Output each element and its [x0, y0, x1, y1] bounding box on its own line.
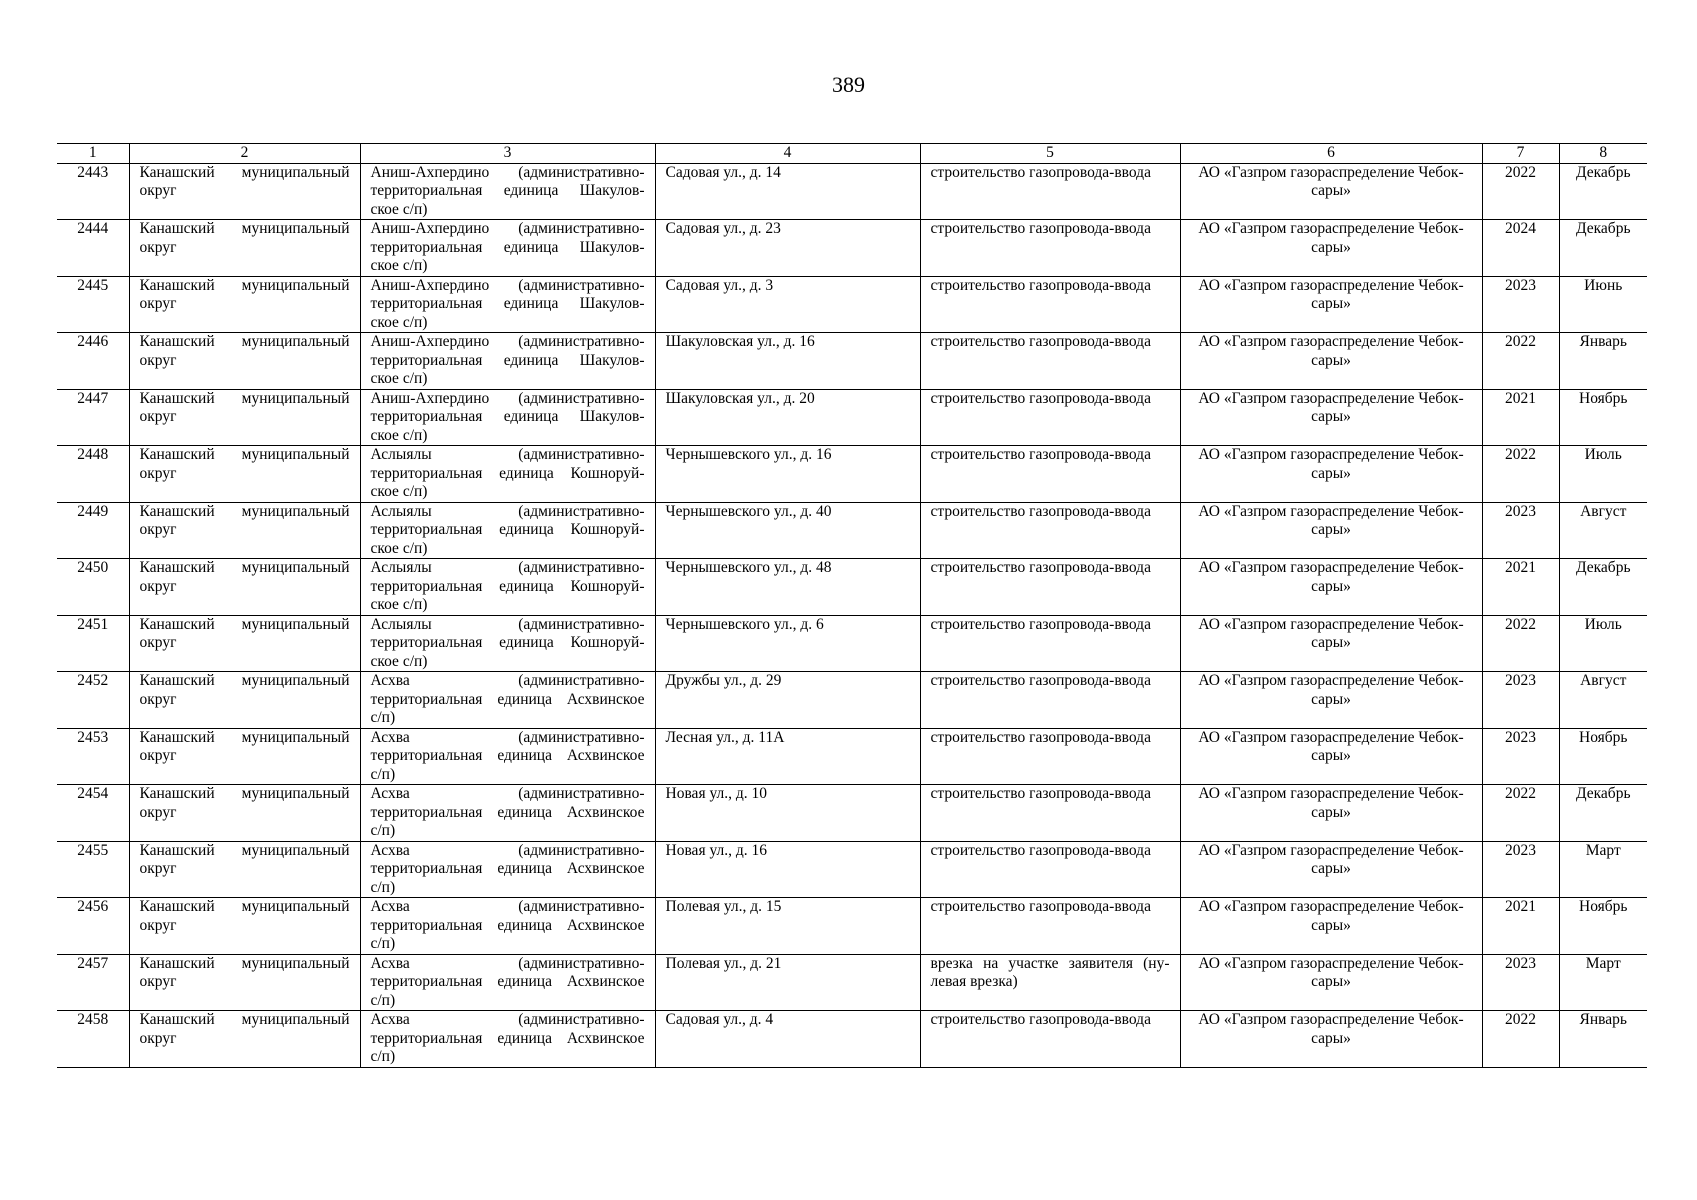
- cell-line: округ: [139, 860, 177, 877]
- cell-year: 2023: [1482, 841, 1559, 898]
- cell-line: строительство газопровода-ввода: [930, 898, 1151, 915]
- cell-month: Ноябрь: [1559, 389, 1647, 446]
- cell-line: округ: [139, 690, 177, 708]
- cell-line: с/п): [370, 991, 396, 1009]
- cell-year: 2023: [1482, 672, 1559, 729]
- cell-line: Аслыялы (административно-: [370, 446, 645, 463]
- cell-line: Канашский муниципальный: [139, 954, 350, 972]
- table-row: [57, 389, 1647, 446]
- table-row: [57, 841, 1647, 898]
- cell-address: Полевая ул., д. 21: [655, 954, 920, 1011]
- cell-line: Аслыялы (административно-: [370, 502, 645, 520]
- cell-line: сары»: [1311, 973, 1351, 990]
- cell-line: округ: [139, 803, 177, 821]
- cell-address: Полевая ул., д. 15: [655, 898, 920, 955]
- cell-line: территориальная единица Кошноруй-: [370, 634, 645, 651]
- cell-month: Январь: [1559, 1011, 1647, 1068]
- cell-line: строительство газопровода-ввода: [930, 333, 1151, 350]
- cell-organization: [1180, 841, 1482, 898]
- cell-month: Декабрь: [1559, 220, 1647, 277]
- cell-number: 2450: [57, 559, 129, 616]
- cell-district: [129, 785, 360, 842]
- cell-line: Аниш-Ахпердино (административно-: [370, 163, 645, 181]
- cell-settlement: [360, 898, 655, 955]
- cell-settlement: [360, 672, 655, 729]
- cell-line: территориальная единица Асхвинское: [370, 973, 645, 990]
- cell-organization: [1180, 333, 1482, 390]
- cell-line: Канашский муниципальный: [139, 841, 350, 859]
- cell-line: сары»: [1311, 238, 1351, 256]
- cell-district: [129, 220, 360, 277]
- cell-line: с/п): [370, 1048, 396, 1065]
- cell-work-type: [920, 163, 1180, 220]
- cell-number: 2445: [57, 276, 129, 333]
- cell-line: АО «Газпром газораспределение Чебок-: [1198, 559, 1464, 576]
- cell-settlement: [360, 502, 655, 559]
- cell-line: Асхва (административно-: [370, 672, 645, 689]
- cell-line: территориальная единица Асхвинское: [370, 803, 645, 821]
- cell-settlement: [360, 615, 655, 672]
- cell-work-type: [920, 728, 1180, 785]
- cell-year: 2023: [1482, 728, 1559, 785]
- cell-line: сары»: [1311, 916, 1351, 934]
- cell-settlement: [360, 841, 655, 898]
- cell-line: АО «Газпром газораспределение Чебок-: [1198, 220, 1464, 237]
- cell-organization: [1180, 220, 1482, 277]
- cell-line: сары»: [1311, 295, 1351, 312]
- cell-work-type: [920, 389, 1180, 446]
- cell-year: 2021: [1482, 389, 1559, 446]
- cell-work-type: [920, 954, 1180, 1011]
- cell-line: территориальная единица Кошноруй-: [370, 577, 645, 595]
- cell-number: 2447: [57, 389, 129, 446]
- cell-address: Дружбы ул., д. 29: [655, 672, 920, 729]
- cell-line: АО «Газпром газораспределение Чебок-: [1198, 276, 1464, 294]
- cell-line: округ: [139, 577, 177, 595]
- cell-line: сары»: [1311, 464, 1351, 482]
- cell-line: строительство газопровода-ввода: [930, 1011, 1151, 1028]
- cell-line: территориальная единица Асхвинское: [370, 747, 645, 764]
- cell-line: ское с/п): [370, 426, 428, 444]
- cell-line: сары»: [1311, 408, 1351, 425]
- cell-line: АО «Газпром газораспределение Чебок-: [1198, 502, 1464, 520]
- cell-number: 2453: [57, 728, 129, 785]
- cell-line: Канашский муниципальный: [139, 276, 350, 294]
- cell-address: Новая ул., д. 16: [655, 841, 920, 898]
- cell-number: 2455: [57, 841, 129, 898]
- cell-line: округ: [139, 238, 177, 256]
- cell-organization: [1180, 559, 1482, 616]
- cell-line: врезка на участке заявителя (ну-: [930, 954, 1170, 972]
- cell-number: 2456: [57, 898, 129, 955]
- cell-organization: [1180, 389, 1482, 446]
- cell-address: Новая ул., д. 10: [655, 785, 920, 842]
- column-number: 1: [57, 144, 129, 164]
- column-number-row: [57, 144, 1647, 164]
- cell-year: 2022: [1482, 333, 1559, 390]
- cell-line: Аниш-Ахпердино (административно-: [370, 389, 645, 407]
- cell-district: [129, 841, 360, 898]
- cell-address: Садовая ул., д. 3: [655, 276, 920, 333]
- cell-line: Канашский муниципальный: [139, 502, 350, 520]
- cell-settlement: [360, 333, 655, 390]
- cell-line: Аслыялы (административно-: [370, 615, 645, 633]
- cell-work-type: [920, 333, 1180, 390]
- cell-line: Асхва (административно-: [370, 898, 645, 915]
- cell-line: Канашский муниципальный: [139, 163, 350, 181]
- cell-year: 2022: [1482, 446, 1559, 503]
- cell-work-type: [920, 220, 1180, 277]
- cell-district: [129, 163, 360, 220]
- cell-line: Канашский муниципальный: [139, 672, 350, 689]
- cell-line: с/п): [370, 935, 396, 952]
- cell-line: округ: [139, 182, 177, 199]
- cell-line: строительство газопровода-ввода: [930, 672, 1151, 689]
- table-row: [57, 1011, 1647, 1068]
- cell-line: строительство газопровода-ввода: [930, 785, 1151, 802]
- cell-organization: [1180, 1011, 1482, 1068]
- cell-line: Канашский муниципальный: [139, 389, 350, 407]
- cell-month: Ноябрь: [1559, 728, 1647, 785]
- cell-year: 2023: [1482, 502, 1559, 559]
- table-row: [57, 276, 1647, 333]
- cell-line: АО «Газпром газораспределение Чебок-: [1198, 785, 1464, 802]
- table-row: [57, 898, 1647, 955]
- cell-line: Канашский муниципальный: [139, 615, 350, 633]
- cell-line: сары»: [1311, 690, 1351, 708]
- cell-line: с/п): [370, 878, 396, 896]
- column-number: 2: [129, 144, 360, 164]
- cell-organization: [1180, 728, 1482, 785]
- cell-line: Канашский муниципальный: [139, 728, 350, 746]
- cell-settlement: [360, 785, 655, 842]
- cell-line: АО «Газпром газораспределение Чебок-: [1198, 163, 1464, 181]
- cell-address: Шакуловская ул., д. 20: [655, 389, 920, 446]
- cell-settlement: [360, 389, 655, 446]
- cell-year: 2022: [1482, 785, 1559, 842]
- cell-district: [129, 728, 360, 785]
- cell-year: 2021: [1482, 898, 1559, 955]
- cell-number: 2446: [57, 333, 129, 390]
- cell-year: 2022: [1482, 1011, 1559, 1068]
- cell-line: ское с/п): [370, 539, 428, 557]
- cell-line: округ: [139, 916, 177, 934]
- cell-line: строительство газопровода-ввода: [930, 728, 1151, 746]
- cell-month: Март: [1559, 954, 1647, 1011]
- cell-line: АО «Газпром газораспределение Чебок-: [1198, 728, 1464, 746]
- cell-line: Аниш-Ахпердино (административно-: [370, 220, 645, 237]
- cell-settlement: [360, 954, 655, 1011]
- table-row: [57, 333, 1647, 390]
- cell-line: сары»: [1311, 747, 1351, 764]
- cell-line: ское с/п): [370, 483, 428, 500]
- cell-line: округ: [139, 464, 177, 482]
- cell-number: 2449: [57, 502, 129, 559]
- cell-line: с/п): [370, 709, 396, 726]
- cell-district: [129, 559, 360, 616]
- cell-line: АО «Газпром газораспределение Чебок-: [1198, 1011, 1464, 1028]
- cell-line: АО «Газпром газораспределение Чебок-: [1198, 954, 1464, 972]
- cell-address: Чернышевского ул., д. 40: [655, 502, 920, 559]
- cell-district: [129, 389, 360, 446]
- cell-address: Чернышевского ул., д. 16: [655, 446, 920, 503]
- cell-line: Асхва (административно-: [370, 841, 645, 859]
- cell-line: АО «Газпром газораспределение Чебок-: [1198, 615, 1464, 633]
- cell-year: 2023: [1482, 954, 1559, 1011]
- cell-line: АО «Газпром газораспределение Чебок-: [1198, 389, 1464, 407]
- cell-number: 2457: [57, 954, 129, 1011]
- cell-line: ское с/п): [370, 652, 428, 670]
- table-row: [57, 502, 1647, 559]
- table-row: [57, 446, 1647, 503]
- cell-line: территориальная единица Асхвинское: [370, 1029, 645, 1047]
- cell-address: Чернышевского ул., д. 48: [655, 559, 920, 616]
- table-body: [57, 163, 1647, 1067]
- cell-line: АО «Газпром газораспределение Чебок-: [1198, 333, 1464, 350]
- table-row: [57, 672, 1647, 729]
- cell-line: строительство газопровода-ввода: [930, 615, 1151, 633]
- cell-line: территориальная единица Шакулов-: [370, 182, 645, 199]
- cell-settlement: [360, 559, 655, 616]
- cell-line: Канашский муниципальный: [139, 333, 350, 350]
- cell-address: Садовая ул., д. 23: [655, 220, 920, 277]
- cell-line: ское с/п): [370, 200, 428, 218]
- cell-organization: [1180, 615, 1482, 672]
- cell-line: округ: [139, 351, 177, 369]
- cell-line: территориальная единица Кошноруй-: [370, 521, 645, 538]
- cell-district: [129, 1011, 360, 1068]
- cell-line: территориальная единица Шакулов-: [370, 238, 645, 256]
- cell-line: Канашский муниципальный: [139, 1011, 350, 1028]
- cell-line: строительство газопровода-ввода: [930, 446, 1151, 463]
- cell-line: округ: [139, 521, 177, 538]
- cell-month: Декабрь: [1559, 163, 1647, 220]
- cell-line: сары»: [1311, 182, 1351, 199]
- cell-work-type: [920, 446, 1180, 503]
- cell-year: 2024: [1482, 220, 1559, 277]
- cell-month: Март: [1559, 841, 1647, 898]
- cell-district: [129, 502, 360, 559]
- cell-month: Август: [1559, 672, 1647, 729]
- cell-settlement: [360, 728, 655, 785]
- cell-district: [129, 276, 360, 333]
- cell-line: сары»: [1311, 351, 1351, 369]
- cell-month: Ноябрь: [1559, 898, 1647, 955]
- cell-work-type: [920, 502, 1180, 559]
- cell-district: [129, 954, 360, 1011]
- table-row: [57, 728, 1647, 785]
- column-number: 4: [655, 144, 920, 164]
- cell-line: Аслыялы (административно-: [370, 559, 645, 576]
- cell-year: 2022: [1482, 615, 1559, 672]
- cell-line: округ: [139, 747, 177, 764]
- cell-year: 2023: [1482, 276, 1559, 333]
- cell-work-type: [920, 672, 1180, 729]
- cell-settlement: [360, 1011, 655, 1068]
- cell-line: территориальная единица Асхвинское: [370, 860, 645, 877]
- cell-line: округ: [139, 408, 177, 425]
- cell-settlement: [360, 220, 655, 277]
- column-number: 7: [1482, 144, 1559, 164]
- cell-organization: [1180, 898, 1482, 955]
- cell-organization: [1180, 954, 1482, 1011]
- cell-month: Декабрь: [1559, 785, 1647, 842]
- cell-line: АО «Газпром газораспределение Чебок-: [1198, 841, 1464, 859]
- cell-address: Садовая ул., д. 4: [655, 1011, 920, 1068]
- cell-address: Шакуловская ул., д. 16: [655, 333, 920, 390]
- cell-line: Канашский муниципальный: [139, 220, 350, 237]
- cell-work-type: [920, 276, 1180, 333]
- cell-line: ское с/п): [370, 596, 428, 613]
- cell-month: Июнь: [1559, 276, 1647, 333]
- cell-work-type: [920, 1011, 1180, 1068]
- cell-line: строительство газопровода-ввода: [930, 276, 1151, 294]
- cell-district: [129, 898, 360, 955]
- cell-district: [129, 615, 360, 672]
- cell-line: строительство газопровода-ввода: [930, 559, 1151, 576]
- cell-organization: [1180, 672, 1482, 729]
- cell-month: Июль: [1559, 446, 1647, 503]
- table-row: [57, 559, 1647, 616]
- cell-number: 2444: [57, 220, 129, 277]
- cell-line: округ: [139, 973, 177, 990]
- cell-line: Асхва (административно-: [370, 728, 645, 746]
- cell-line: строительство газопровода-ввода: [930, 389, 1151, 407]
- cell-line: ское с/п): [370, 313, 428, 331]
- cell-line: Аниш-Ахпердино (административно-: [370, 276, 645, 294]
- column-number: 3: [360, 144, 655, 164]
- cell-line: Аниш-Ахпердино (административно-: [370, 333, 645, 350]
- cell-line: Асхва (административно-: [370, 785, 645, 802]
- cell-line: территориальная единица Шакулов-: [370, 295, 645, 312]
- cell-line: левая врезка): [930, 973, 1018, 990]
- cell-number: 2451: [57, 615, 129, 672]
- cell-settlement: [360, 276, 655, 333]
- page-number: 389: [832, 72, 865, 97]
- cell-line: Асхва (административно-: [370, 1011, 645, 1028]
- cell-line: территориальная единица Кошноруй-: [370, 464, 645, 482]
- cell-work-type: [920, 615, 1180, 672]
- cell-line: с/п): [370, 765, 396, 783]
- cell-district: [129, 333, 360, 390]
- cell-organization: [1180, 502, 1482, 559]
- cell-line: округ: [139, 1029, 177, 1047]
- table-row: [57, 163, 1647, 220]
- cell-organization: [1180, 446, 1482, 503]
- cell-address: Лесная ул., д. 11А: [655, 728, 920, 785]
- cell-address: Чернышевского ул., д. 6: [655, 615, 920, 672]
- column-number: 6: [1180, 144, 1482, 164]
- cell-line: АО «Газпром газораспределение Чебок-: [1198, 672, 1464, 689]
- cell-work-type: [920, 785, 1180, 842]
- cell-organization: [1180, 163, 1482, 220]
- cell-line: строительство газопровода-ввода: [930, 220, 1151, 237]
- cell-line: АО «Газпром газораспределение Чебок-: [1198, 446, 1464, 463]
- cell-line: территориальная единица Шакулов-: [370, 351, 645, 369]
- cell-line: ское с/п): [370, 370, 428, 387]
- cell-number: 2452: [57, 672, 129, 729]
- cell-work-type: [920, 841, 1180, 898]
- cell-work-type: [920, 559, 1180, 616]
- cell-year: 2022: [1482, 163, 1559, 220]
- cell-line: Канашский муниципальный: [139, 785, 350, 802]
- column-number: 5: [920, 144, 1180, 164]
- cell-number: 2458: [57, 1011, 129, 1068]
- cell-organization: [1180, 276, 1482, 333]
- cell-line: сары»: [1311, 634, 1351, 651]
- table-row: [57, 954, 1647, 1011]
- table-row: [57, 615, 1647, 672]
- cell-district: [129, 446, 360, 503]
- cell-district: [129, 672, 360, 729]
- cell-line: строительство газопровода-ввода: [930, 841, 1151, 859]
- cell-line: сары»: [1311, 1029, 1351, 1047]
- cell-number: 2443: [57, 163, 129, 220]
- cell-number: 2448: [57, 446, 129, 503]
- cell-line: Асхва (административно-: [370, 954, 645, 972]
- cell-line: округ: [139, 634, 177, 651]
- cell-work-type: [920, 898, 1180, 955]
- cell-month: Январь: [1559, 333, 1647, 390]
- cell-line: округ: [139, 295, 177, 312]
- cell-line: Канашский муниципальный: [139, 559, 350, 576]
- cell-address: Садовая ул., д. 14: [655, 163, 920, 220]
- cell-month: Декабрь: [1559, 559, 1647, 616]
- gasification-table: [57, 143, 1647, 1068]
- cell-line: ское с/п): [370, 257, 428, 274]
- cell-year: 2021: [1482, 559, 1559, 616]
- cell-line: с/п): [370, 822, 396, 839]
- cell-number: 2454: [57, 785, 129, 842]
- cell-line: АО «Газпром газораспределение Чебок-: [1198, 898, 1464, 915]
- cell-line: строительство газопровода-ввода: [930, 502, 1151, 520]
- cell-line: территориальная единица Шакулов-: [370, 408, 645, 425]
- cell-settlement: [360, 163, 655, 220]
- table-row: [57, 785, 1647, 842]
- cell-line: территориальная единица Асхвинское: [370, 916, 645, 934]
- cell-line: территориальная единица Асхвинское: [370, 690, 645, 708]
- cell-line: строительство газопровода-ввода: [930, 163, 1151, 181]
- cell-settlement: [360, 446, 655, 503]
- cell-line: сары»: [1311, 577, 1351, 595]
- cell-line: сары»: [1311, 860, 1351, 877]
- table-row: [57, 220, 1647, 277]
- cell-month: Август: [1559, 502, 1647, 559]
- column-number: 8: [1559, 144, 1647, 164]
- cell-line: сары»: [1311, 521, 1351, 538]
- cell-line: сары»: [1311, 803, 1351, 821]
- cell-month: Июль: [1559, 615, 1647, 672]
- cell-line: Канашский муниципальный: [139, 898, 350, 915]
- cell-line: Канашский муниципальный: [139, 446, 350, 463]
- cell-organization: [1180, 785, 1482, 842]
